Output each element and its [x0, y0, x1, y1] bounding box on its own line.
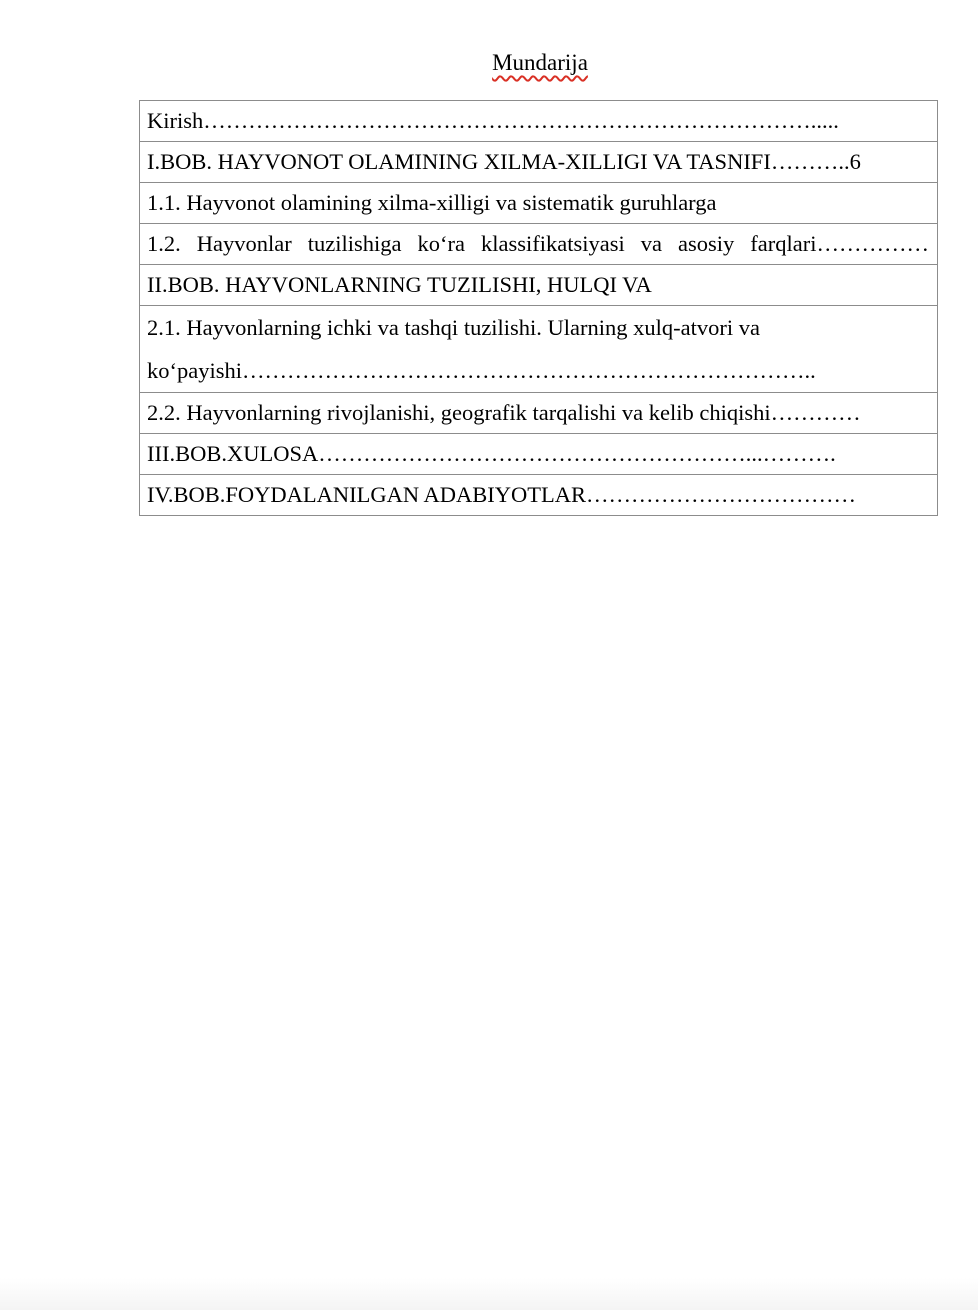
toc-row: [140, 393, 938, 434]
toc-row: [140, 475, 938, 516]
toc-entry[interactable]: IV.BOB.FOYDALANILGAN ADABIYOTLAR………………………………: [140, 475, 938, 516]
toc-entry[interactable]: 2.1. Hayvonlarning ichki va tashqi tuzilishi. Ularning xulq-atvori va ko‘payishi…………………………………………………………………..: [140, 306, 938, 393]
toc-body: [140, 101, 938, 516]
toc-entry[interactable]: 1.1. Hayvonot olamining xilma-xilligi va sistematik guruhlarga: [140, 183, 938, 224]
toc-row: [140, 101, 938, 142]
page-bottom-edge: [0, 1278, 978, 1310]
toc-entry[interactable]: III.BOB.XULOSA…………………………………………………...……….: [140, 434, 938, 475]
toc-entry[interactable]: 2.2. Hayvonlarning rivojlanishi, geografik tarqalishi va kelib chiqishi…………: [140, 393, 938, 434]
toc-row: [140, 183, 938, 224]
toc-entry[interactable]: I.BOB. HAYVONOT OLAMINING XILMA-XILLIGI VA TASNIFI………..6: [140, 142, 938, 183]
toc-row: [140, 265, 938, 306]
toc-row: [140, 142, 938, 183]
toc-row: [140, 224, 938, 265]
toc-row: [140, 306, 938, 393]
toc-entry[interactable]: 1.2. Hayvonlar tuzilishiga ko‘ra klassifikatsiyasi va asosiy farqlari……………: [140, 224, 938, 265]
toc-entry[interactable]: Kirish……………………………………………………………………….....: [140, 101, 938, 142]
toc-entry[interactable]: II.BOB. HAYVONLARNING TUZILISHI, HULQI VA: [140, 265, 938, 306]
table-of-contents: [139, 100, 938, 516]
document-title: Mundarija: [492, 50, 588, 75]
toc-row: [140, 434, 938, 475]
